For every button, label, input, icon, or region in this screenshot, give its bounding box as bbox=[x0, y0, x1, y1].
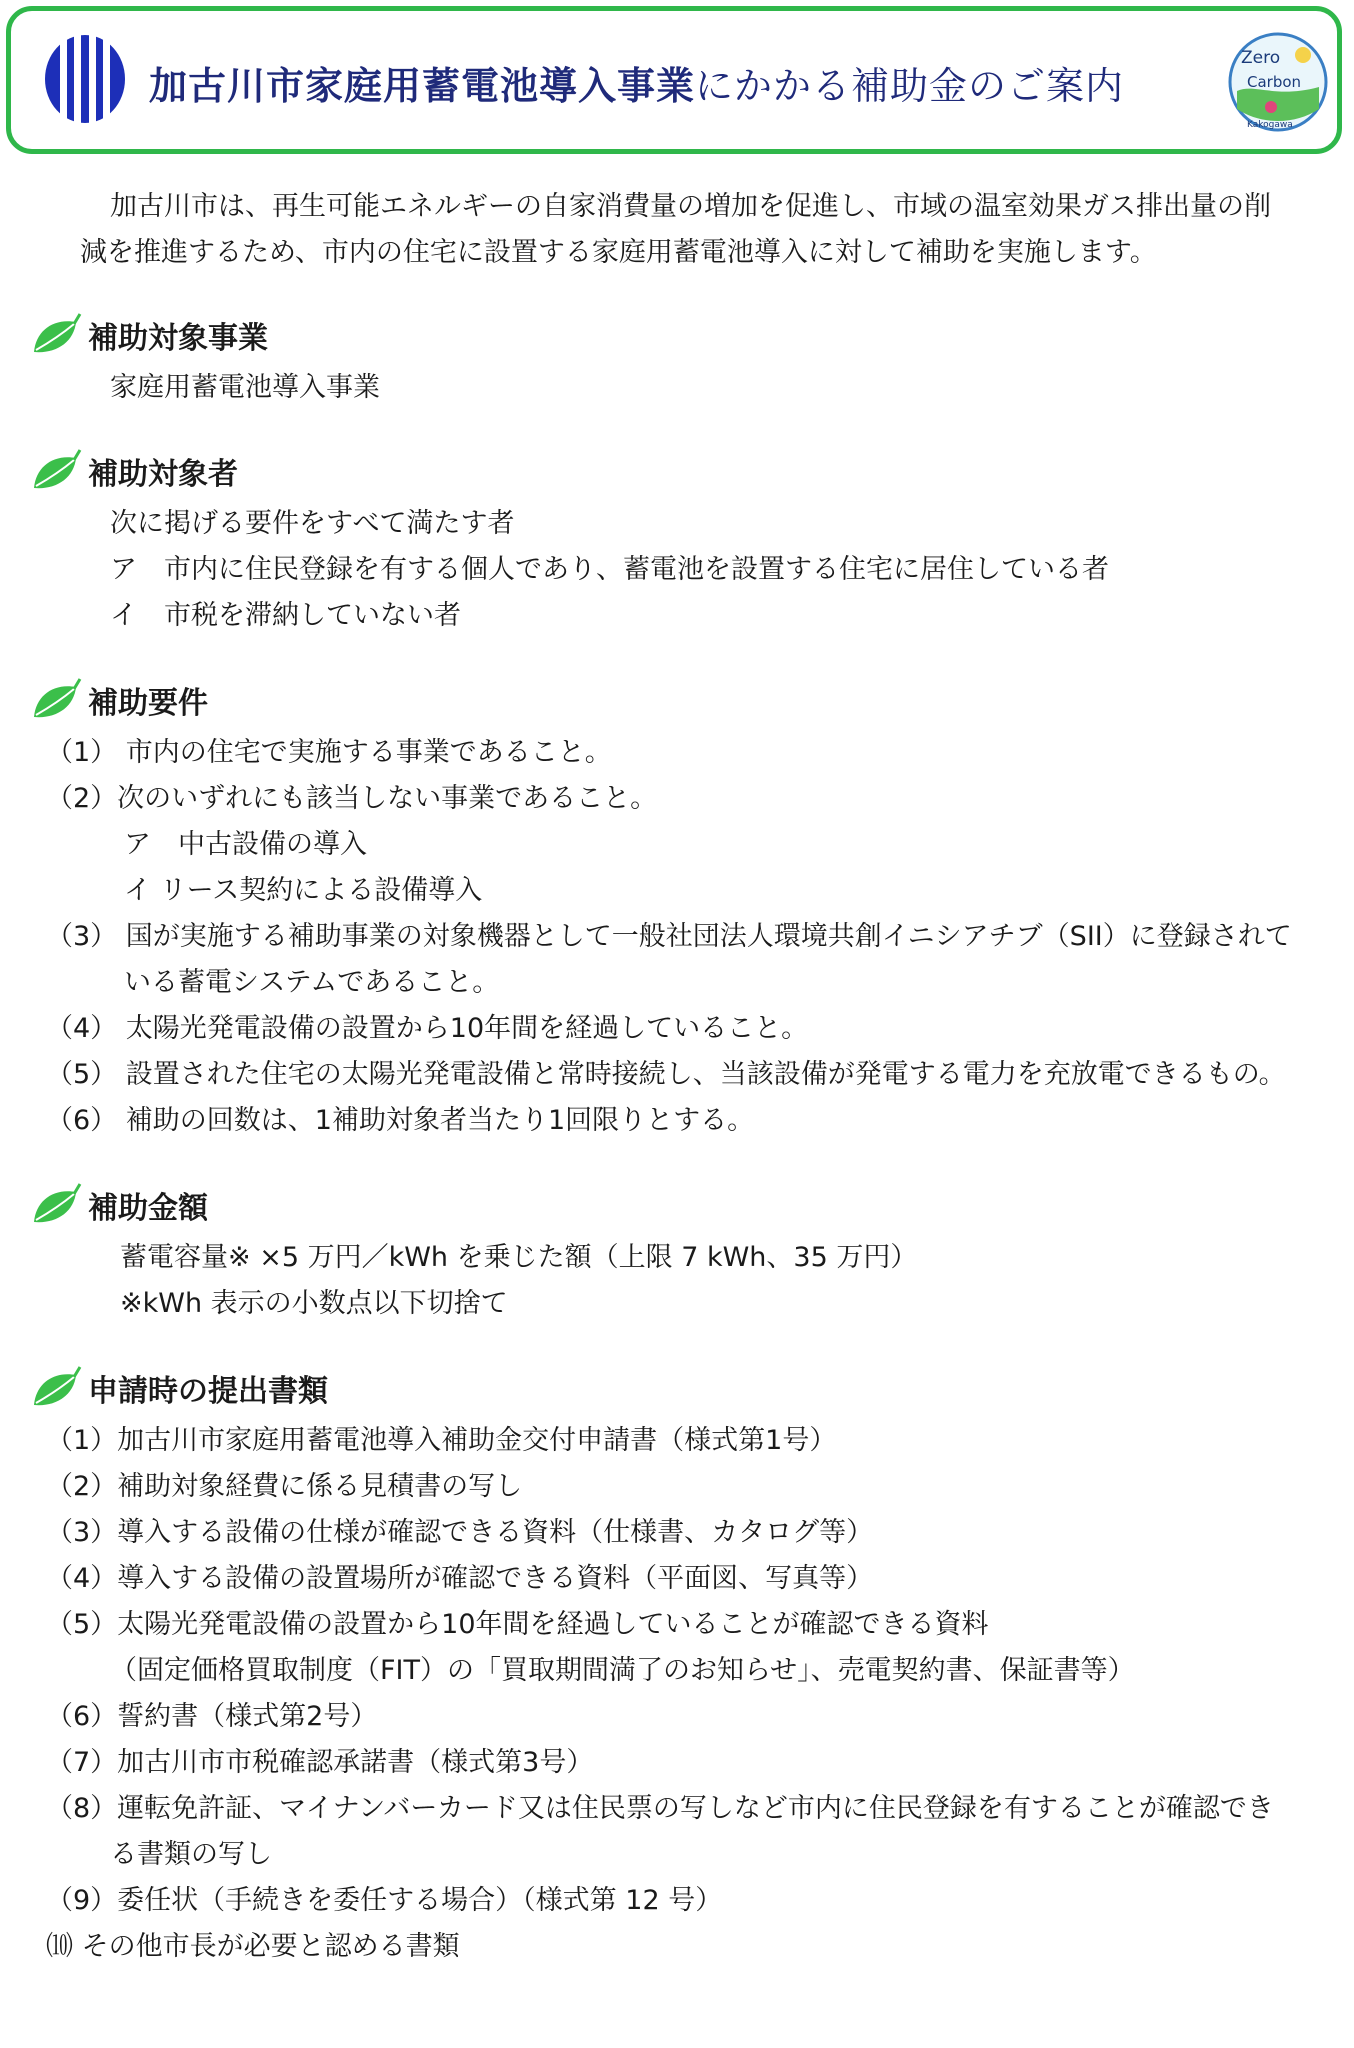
page-title-bold: 加古川市家庭用蓄電池導入事業 bbox=[149, 64, 696, 108]
leaf-icon bbox=[30, 448, 82, 494]
leaf-icon bbox=[30, 312, 82, 358]
requirement-item-continuation: いる蓄電システムであること。 bbox=[124, 967, 500, 998]
section-title: 補助要件 bbox=[88, 686, 208, 721]
section-title: 申請時の提出書類 bbox=[88, 1374, 328, 1409]
page-title bbox=[149, 55, 1124, 110]
intro-line-2: 減を推進するため、市内の住宅に設置する家庭用蓄電池導入に対して補助を実施します。 bbox=[80, 237, 1157, 268]
logo-text-kakogawa: Kakogawa bbox=[1247, 120, 1293, 130]
requirement-item: （2）次のいずれにも該当しない事業であること。 bbox=[46, 783, 658, 814]
section-title: 補助金額 bbox=[88, 1191, 208, 1226]
amount-note: ※kWh 表示の小数点以下切捨て bbox=[120, 1288, 508, 1319]
requirement-item: （1） 市内の住宅で実施する事業であること。 bbox=[46, 737, 612, 768]
section-heading-target-person bbox=[30, 448, 238, 494]
requirement-item: （4） 太陽光発電設備の設置から10年間を経過していること。 bbox=[46, 1013, 809, 1044]
page-title-rest: にかかる補助金のご案内 bbox=[695, 64, 1125, 108]
zero-carbon-kakogawa-logo bbox=[1225, 29, 1331, 139]
leaf-icon bbox=[30, 1182, 82, 1228]
requirement-item: （6） 補助の回数は、1補助対象者当たり1回限りとする。 bbox=[46, 1105, 755, 1136]
logo-text-zero: Zero bbox=[1241, 48, 1281, 68]
document-item: （5）太陽光発電設備の設置から10年間を経過していることが確認できる資料 bbox=[46, 1609, 989, 1640]
intro-line-1: 加古川市は、再生可能エネルギーの自家消費量の増加を促進し、市域の温室効果ガス排出量の削 bbox=[110, 191, 1271, 222]
target-project-body: 家庭用蓄電池導入事業 bbox=[110, 372, 380, 403]
document-item: （4）導入する設備の設置場所が確認できる資料（平面図、写真等） bbox=[46, 1563, 874, 1594]
document-item: （9）委任状（手続きを委任する場合）（様式第 12 号） bbox=[46, 1885, 723, 1916]
document-item-continuation: る書類の写し bbox=[110, 1839, 272, 1870]
document-item-continuation: （固定価格買取制度（FIT）の「買取期間満了のお知らせ」、売電契約書、保証書等） bbox=[110, 1655, 1135, 1686]
document-item: （7）加古川市市税確認承諾書（様式第3号） bbox=[46, 1747, 594, 1778]
requirement-subitem: ア 中古設備の導入 bbox=[124, 829, 367, 860]
section-title: 補助対象事業 bbox=[88, 321, 268, 356]
section-heading-amount bbox=[30, 1182, 208, 1228]
document-item: （3）導入する設備の仕様が確認できる資料（仕様書、カタログ等） bbox=[46, 1517, 874, 1548]
requirement-item: （3） 国が実施する補助事業の対象機器として一般社団法人環境共創イニシアチブ（SII）に登録されて bbox=[46, 921, 1292, 952]
section-heading-documents bbox=[30, 1365, 328, 1411]
target-person-line: 次に掲げる要件をすべて満たす者 bbox=[110, 508, 515, 539]
requirement-item: （5） 設置された住宅の太陽光発電設備と常時接続し、当該設備が発電する電力を充放電できるもの。 bbox=[46, 1059, 1286, 1090]
section-heading-target-project bbox=[30, 312, 268, 358]
target-person-line: ア 市内に住民登録を有する個人であり、蓄電池を設置する住宅に居住している者 bbox=[110, 554, 1109, 585]
document-item: （8）運転免許証、マイナンバーカード又は住民票の写しなど市内に住民登録を有することが確認でき bbox=[46, 1793, 1274, 1824]
target-person-line: イ 市税を滞納していない者 bbox=[110, 600, 461, 631]
document-item: ⑽ その他市長が必要と認める書類 bbox=[46, 1931, 460, 1962]
leaf-icon bbox=[30, 1365, 82, 1411]
intro-paragraph bbox=[80, 184, 1310, 276]
header-banner bbox=[6, 6, 1342, 154]
document-item: （6）誓約書（様式第2号） bbox=[46, 1701, 378, 1732]
document-item: （2）補助対象経費に係る見積書の写し bbox=[46, 1471, 523, 1502]
section-title: 補助対象者 bbox=[88, 457, 238, 492]
document-item: （1）加古川市家庭用蓄電池導入補助金交付申請書（様式第1号） bbox=[46, 1425, 837, 1456]
amount-line: 蓄電容量※ ×5 万円／kWh を乗じた額（上限 7 kWh、35 万円） bbox=[120, 1242, 918, 1273]
leaf-icon bbox=[30, 677, 82, 723]
section-heading-requirements bbox=[30, 677, 208, 723]
kakogawa-city-emblem bbox=[35, 29, 135, 133]
logo-text-carbon: Carbon bbox=[1247, 73, 1302, 91]
requirement-subitem: イ リース契約による設備導入 bbox=[124, 875, 483, 906]
